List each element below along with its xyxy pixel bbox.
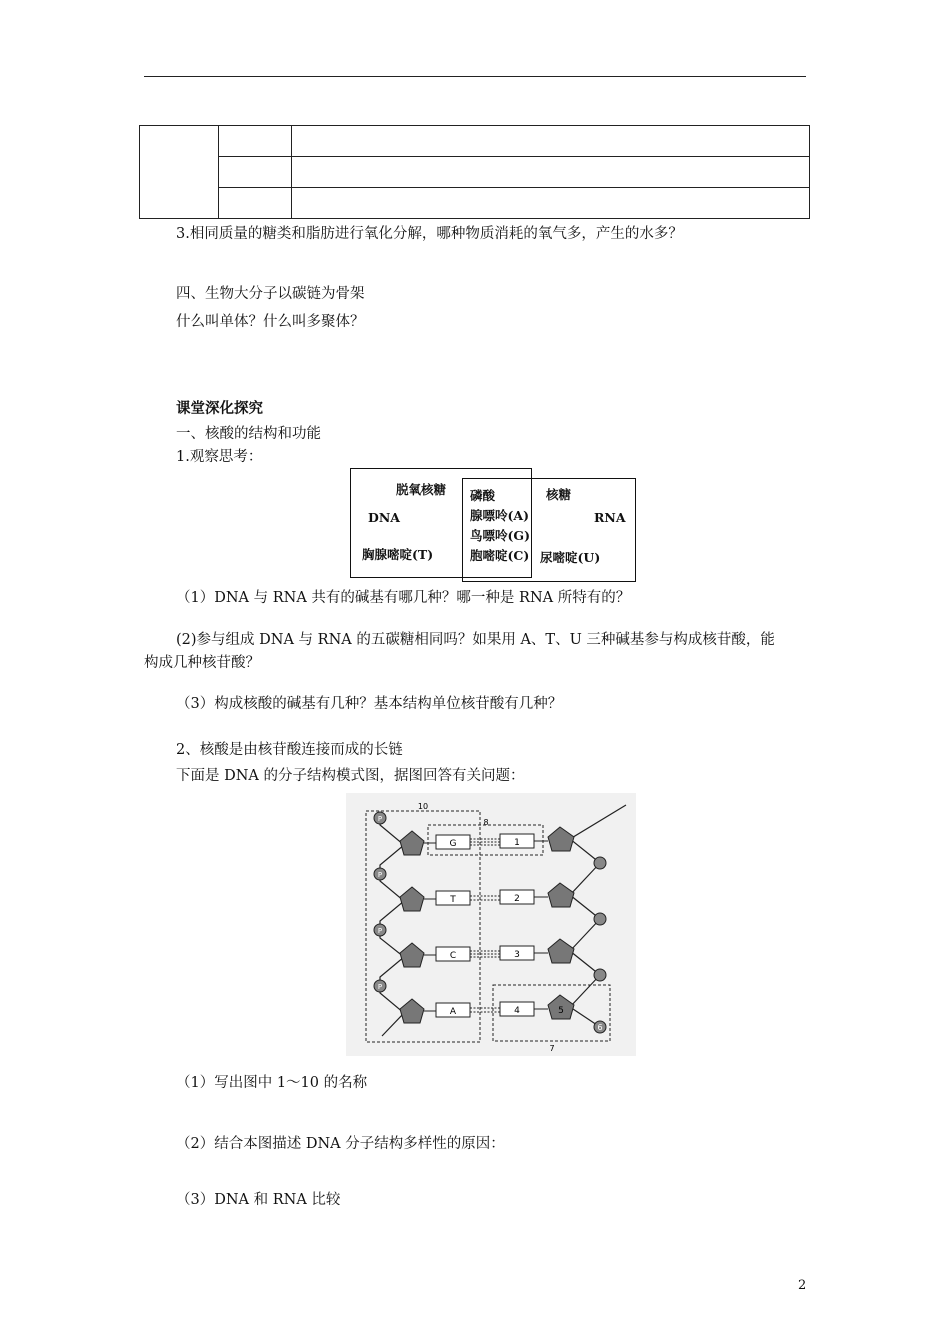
section-4-question: 什么叫单体？什么叫多聚体？ — [176, 314, 365, 330]
phosphate-letter: P — [377, 815, 383, 823]
question-2-line-2: 构成几种核苷酸？ — [144, 655, 260, 671]
question-3: 3.相同质量的糖类和脂肪进行氧化分解，哪种物质消耗的氧气多，产生的水多？ — [176, 226, 683, 242]
question-c: （3）DNA 和 RNA 比较 — [176, 1192, 341, 1208]
phosphate-label: 磷酸 — [470, 488, 496, 503]
table-cell — [140, 126, 219, 219]
dna-label: DNA — [368, 510, 400, 525]
table-cell — [292, 188, 810, 219]
thymine-label: 胸腺嘧啶(T) — [362, 547, 434, 562]
rna-label: RNA — [594, 510, 626, 525]
table-cell — [219, 188, 292, 219]
question-3b: （3）构成核酸的碱基有几种？基本结构单位核苷酸有几种？ — [176, 696, 563, 712]
page-number: 2 — [798, 1278, 807, 1293]
sugar-pentagon-left-4 — [400, 999, 424, 1023]
phosphate-letter: P — [377, 983, 383, 991]
sugar-pentagon-right-1 — [548, 827, 574, 851]
sugar-pentagon-left-2 — [400, 887, 424, 911]
table-cell — [292, 126, 810, 157]
question-a: （1）写出图中 1～10 的名称 — [176, 1075, 368, 1091]
sugar-pentagon-left-1 — [400, 831, 424, 855]
sugar-pentagon-left-3 — [400, 943, 424, 967]
table-cell — [292, 157, 810, 188]
uracil-label: 尿嘧啶(U) — [540, 550, 601, 565]
number-7: 7 — [549, 1044, 555, 1053]
phosphate-circle-right-2 — [594, 913, 606, 925]
base-letter-G: G — [449, 839, 457, 849]
table-cell — [219, 126, 292, 157]
number-3: 3 — [514, 950, 520, 960]
number-5: 5 — [558, 1006, 564, 1016]
venn-diagram — [350, 468, 636, 582]
part-2-intro: 下面是 DNA 的分子结构模式图，据图回答有关问题： — [176, 768, 525, 784]
base-letter-C: C — [449, 951, 457, 961]
number-1: 1 — [514, 838, 520, 848]
number-10: 10 — [417, 802, 429, 811]
number-4: 4 — [514, 1006, 520, 1016]
question-1: （1）DNA 与 RNA 共有的碱基有哪几种？哪一种是 RNA 所特有的？ — [176, 590, 631, 606]
phosphate-circle-right-1 — [594, 857, 606, 869]
deoxyribose-label: 脱氧核糖 — [396, 482, 447, 497]
table-cell — [219, 157, 292, 188]
table-row — [140, 157, 810, 188]
adenine-label: 腺嘌呤(A) — [470, 508, 530, 523]
phosphate-circle-right-3 — [594, 969, 606, 981]
cytosine-label: 胞嘧啶(C) — [470, 548, 530, 563]
dna-structure-diagram — [346, 793, 636, 1056]
guanine-label: 鸟嘌呤(G) — [470, 528, 531, 543]
phosphate-letter: P — [377, 871, 383, 879]
number-8: 8 — [483, 818, 489, 827]
phosphate-letter: P — [377, 927, 383, 935]
sugar-pentagon-right-2 — [548, 883, 574, 907]
number-2: 2 — [514, 894, 520, 904]
question-b: （2）结合本图描述 DNA 分子结构多样性的原因： — [176, 1136, 505, 1152]
observe-label: 1.观察思考： — [176, 449, 263, 465]
number-6: 6 — [597, 1023, 603, 1032]
deep-inquiry-title: 课堂深化探究 — [176, 400, 263, 417]
part-2-title: 2、核酸是由核苷酸连接而成的长链 — [176, 742, 403, 758]
table-row — [140, 126, 810, 157]
header-rule — [144, 76, 806, 77]
section-4-title: 四、生物大分子以碳链为骨架 — [176, 286, 365, 302]
comparison-table — [139, 125, 810, 219]
part-1-title: 一、核酸的结构和功能 — [176, 426, 321, 442]
ribose-label: 核糖 — [546, 487, 572, 502]
question-2-line-1: (2)参与组成 DNA 与 RNA 的五碳糖相同吗？如果用 A、T、U 三种碱基参与构成核苷酸，能 — [176, 632, 775, 648]
sugar-pentagon-right-3 — [548, 939, 574, 963]
base-letter-T: T — [450, 895, 456, 905]
table-row — [140, 188, 810, 219]
base-letter-A: A — [449, 1007, 457, 1017]
hydrogen-bonds — [470, 839, 500, 1012]
